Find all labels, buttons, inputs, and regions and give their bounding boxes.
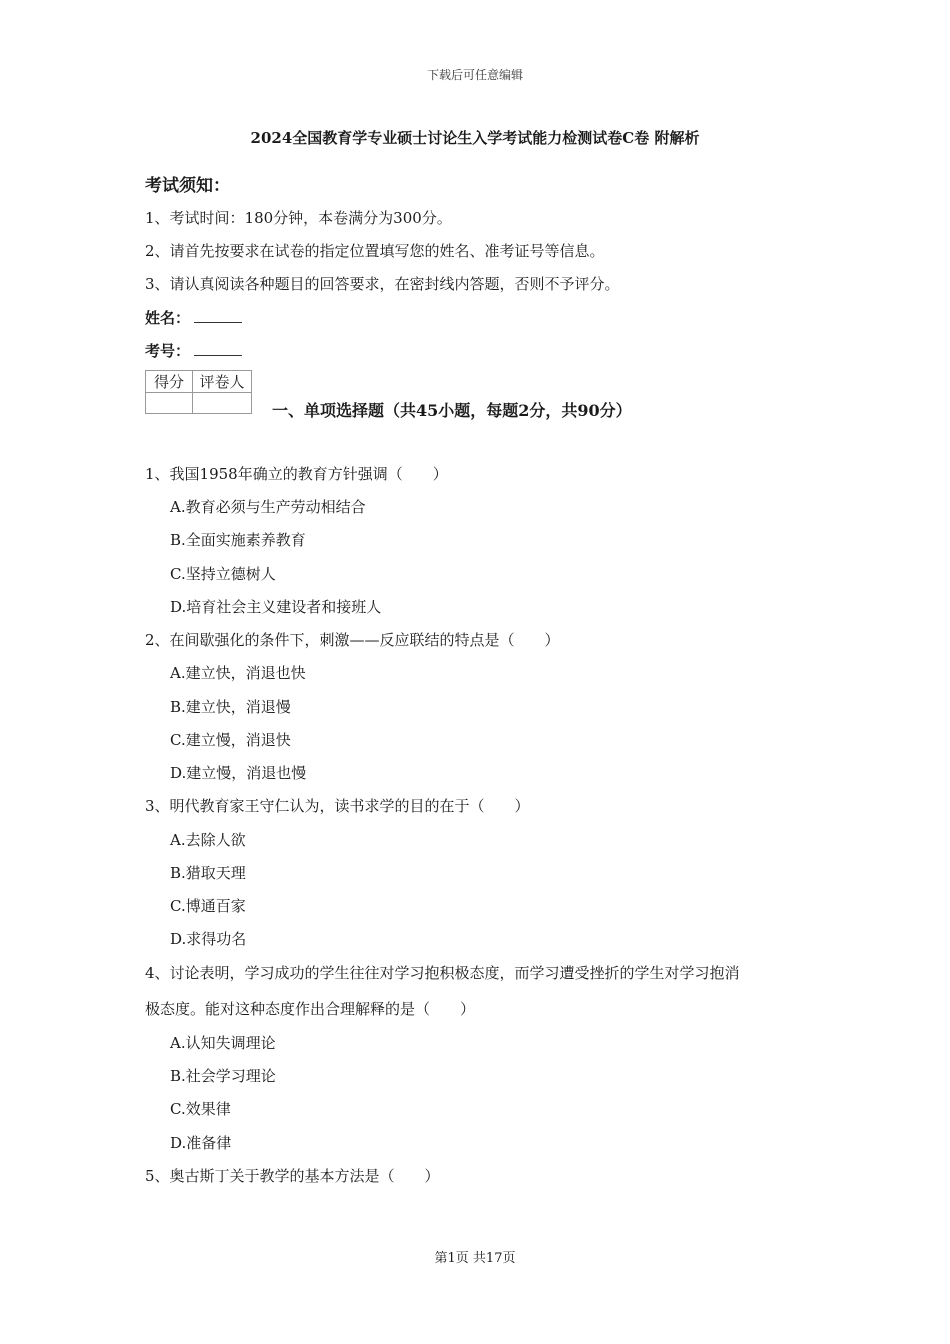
question-2-option-c: C.建立慢，消退快 [170, 731, 291, 749]
notice-item-2: 2、请首先按要求在试卷的指定位置填写您的姓名、准考证号等信息。 [145, 242, 605, 260]
header-note: 下载后可任意编辑 [426, 68, 523, 82]
question-1-stem: 1、我国1958年确立的教育方针强调（ ） [145, 465, 448, 483]
name-blank[interactable] [194, 308, 242, 323]
question-2-option-b: B.建立快，消退慢 [170, 698, 291, 716]
question-1-option-b: B.全面实施素养教育 [170, 531, 306, 549]
score-header: 得分 [146, 371, 193, 393]
question-4-stem-continued: 极态度。能对这种态度作出合理解释的是（ ） [145, 1000, 476, 1018]
question-3-option-b: B.猎取天理 [170, 864, 246, 882]
document-title: 2024全国教育学专业硕士讨论生入学考试能力检测试卷C卷 附解析 [250, 129, 700, 147]
score-table [145, 370, 252, 414]
score-cell [146, 393, 193, 414]
question-3-option-d: D.求得功名 [170, 930, 247, 948]
question-2-stem: 2、在间歇强化的条件下，刺激——反应联结的特点是（ ） [145, 631, 560, 649]
notice-item-1: 1、考试时间：180分钟，本卷满分为300分。 [145, 209, 452, 227]
question-4-option-c: C.效果律 [170, 1100, 231, 1118]
notice-item-3: 3、请认真阅读各种题目的回答要求，在密封线内答题，否则不予评分。 [145, 275, 620, 293]
name-field-row [145, 307, 242, 328]
grader-cell [193, 393, 252, 414]
question-5-stem: 5、奥古斯丁关于教学的基本方法是（ ） [145, 1167, 440, 1185]
grader-header: 评卷人 [193, 371, 252, 393]
question-1-option-d: D.培育社会主义建设者和接班人 [170, 598, 382, 616]
notice-heading: 考试须知： [145, 176, 230, 196]
id-field-row [145, 340, 242, 361]
question-2-option-d: D.建立慢，消退也慢 [170, 764, 307, 782]
section-title: 一、单项选择题（共45小题，每题2分，共90分） [272, 401, 632, 420]
question-3-stem: 3、明代教育家王守仁认为，读书求学的目的在于（ ） [145, 797, 530, 815]
question-4-stem: 4、讨论表明，学习成功的学生往往对学习抱积极态度，而学习遭受挫折的学生对学习抱消 [145, 964, 740, 982]
question-1-option-a: A.教育必须与生产劳动相结合 [170, 498, 366, 516]
question-4-option-a: A.认知失调理论 [170, 1034, 276, 1052]
question-2-option-a: A.建立快，消退也快 [170, 664, 306, 682]
question-4-option-b: B.社会学习理论 [170, 1067, 276, 1085]
name-label: 姓名： [145, 309, 191, 327]
question-3-option-c: C.博通百家 [170, 897, 246, 915]
exam-id-blank[interactable] [194, 341, 242, 356]
exam-id-label: 考号： [145, 342, 191, 360]
question-4-option-d: D.准备律 [170, 1134, 232, 1152]
question-3-option-a: A.去除人欲 [170, 831, 246, 849]
page-footer: 第1页 共17页 [434, 1251, 516, 1266]
question-1-option-c: C.坚持立德树人 [170, 565, 276, 583]
